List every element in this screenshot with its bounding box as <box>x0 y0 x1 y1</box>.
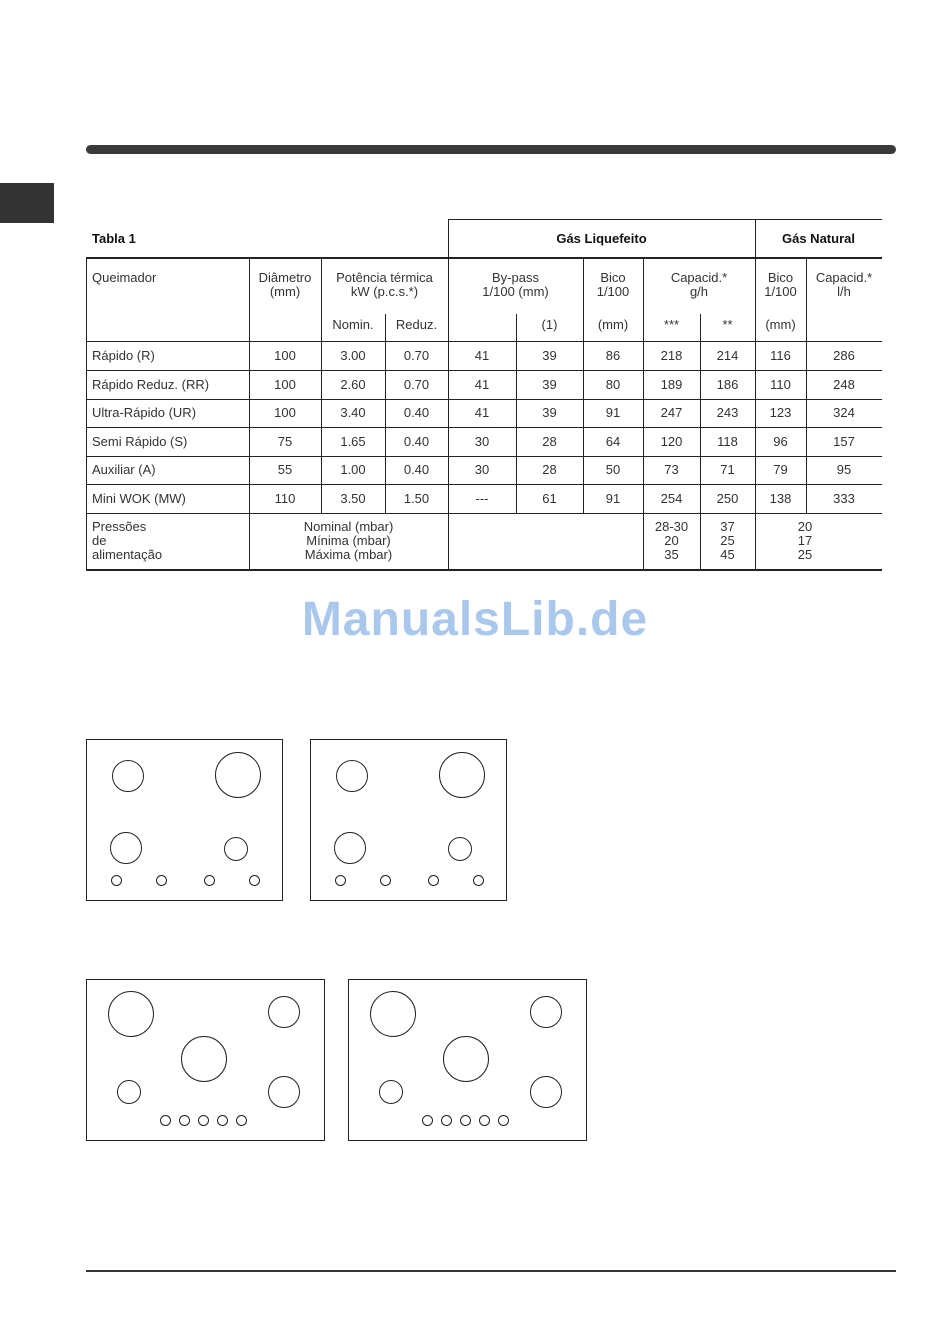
header-burner: Queimador <box>92 270 157 285</box>
burner-name-cell: Mini WOK (MW) <box>92 491 186 506</box>
table-cell: 0.40 <box>403 405 430 420</box>
knob-icon <box>460 1115 471 1126</box>
pressure-type-max: Máxima (mbar) <box>304 547 393 562</box>
table-cell: 39 <box>542 405 557 420</box>
knob-icon <box>498 1115 509 1126</box>
table-cell: 286 <box>833 348 855 363</box>
pressure-label-2: de <box>92 533 107 548</box>
burner-name-cell: Auxiliar (A) <box>92 462 156 477</box>
group-natural-header: Gás Natural <box>782 231 855 246</box>
hline <box>86 484 882 485</box>
burner-semi-rapid-icon <box>334 832 366 864</box>
table-cell: 254 <box>660 491 683 506</box>
table-cell: 247 <box>660 405 683 420</box>
burner-auxiliary-icon <box>117 1080 141 1104</box>
burner-rapid-icon <box>108 991 154 1037</box>
knob-icon <box>335 875 346 886</box>
hline <box>86 370 882 371</box>
knob-icon <box>380 875 391 886</box>
table-cell: 120 <box>660 434 683 449</box>
table-cell: 73 <box>664 462 679 477</box>
hob-diagram-5-burner-a <box>86 979 325 1141</box>
burner-auxiliary-icon <box>224 837 248 861</box>
knob-icon <box>441 1115 452 1126</box>
table-title: Tabla 1 <box>92 231 136 246</box>
header-diameter-unit: (mm) <box>269 284 301 299</box>
table-cell: 118 <box>717 434 738 449</box>
header-nozzle-lpg-unit: 1/100 <box>596 284 630 299</box>
table-cell: 123 <box>769 405 792 420</box>
header-capacity-ng-unit: l/h <box>837 284 851 299</box>
table-cell: 186 <box>716 377 739 392</box>
pressure-propane-min: 25 <box>720 533 735 548</box>
table-cell: 39 <box>542 348 557 363</box>
header-nozzle-ng: Bico <box>767 270 794 285</box>
hob-diagram-5-burner-b <box>348 979 587 1141</box>
burner-wok-icon <box>181 1036 227 1082</box>
knob-icon <box>473 875 484 886</box>
pressure-type-min: Mínima (mbar) <box>306 533 391 548</box>
burner-semi-rapid-icon <box>268 996 300 1028</box>
hline <box>86 456 882 457</box>
burner-semi-rapid-icon <box>530 996 562 1028</box>
burner-name-cell: Rápido Reduz. (RR) <box>92 377 210 392</box>
table-cell: 333 <box>833 491 855 506</box>
table-cell: --- <box>475 491 489 506</box>
burner-wok-icon <box>443 1036 489 1082</box>
language-tab <box>0 183 54 223</box>
burner-semi-rapid-icon <box>530 1076 562 1108</box>
knob-icon <box>198 1115 209 1126</box>
header-capacity-lpg-unit: g/h <box>689 284 709 299</box>
burner-rapid-icon <box>439 752 485 798</box>
burner-rapid-icon <box>370 991 416 1037</box>
table-cell: 50 <box>605 462 621 477</box>
table-cell: 39 <box>542 377 557 392</box>
burner-table <box>86 219 882 571</box>
table-cell: 61 <box>542 491 557 506</box>
knob-icon <box>236 1115 247 1126</box>
header-capacity-propane: ** <box>722 317 733 332</box>
table-cell: 0.70 <box>403 348 430 363</box>
table-cell: 96 <box>773 434 788 449</box>
table-cell: 86 <box>605 348 621 363</box>
header-nozzle-lpg: Bico <box>600 270 626 285</box>
watermark: ManualsLib.de <box>301 593 649 646</box>
hline <box>86 399 882 400</box>
table-cell: 138 <box>769 491 792 506</box>
table-cell: 116 <box>770 348 791 363</box>
table-cell: 91 <box>605 405 621 420</box>
header-bypass: By-pass <box>492 270 539 285</box>
pressure-natural-max: 25 <box>797 547 813 562</box>
table-cell: 55 <box>277 462 293 477</box>
table-cell: 100 <box>274 405 296 420</box>
burner-semi-rapid-icon <box>336 760 368 792</box>
table-cell: 243 <box>716 405 739 420</box>
table-cell: 0.40 <box>403 462 430 477</box>
header-capacity-ng: Capacid.* <box>815 270 873 285</box>
table-cell: 189 <box>660 377 683 392</box>
vline <box>86 257 87 571</box>
table-cell: 79 <box>773 462 788 477</box>
table-cell: 250 <box>716 491 739 506</box>
knob-icon <box>217 1115 228 1126</box>
table-cell: 100 <box>274 377 296 392</box>
knob-icon <box>204 875 215 886</box>
header-capacity-lpg: Capacid.* <box>670 270 728 285</box>
table-cell: 3.40 <box>340 405 366 420</box>
header-power: Potência térmica <box>336 270 433 285</box>
pressure-propane-nominal: 37 <box>720 519 735 534</box>
table-cell: 157 <box>833 434 855 449</box>
header-bypass-unit: 1/100 (mm) <box>482 284 549 299</box>
hob-diagram-4-burner-a <box>86 739 283 901</box>
table-cell: 100 <box>274 348 296 363</box>
table-cell: 30 <box>474 462 490 477</box>
pressure-natural-nominal: 20 <box>797 519 813 534</box>
burner-name-cell: Ultra-Rápido (UR) <box>92 405 197 420</box>
bottom-rule <box>86 1270 896 1272</box>
table-cell: 214 <box>716 348 739 363</box>
table-cell: 95 <box>836 462 852 477</box>
table-cell: 218 <box>660 348 683 363</box>
table-cell: 28 <box>542 462 557 477</box>
knob-icon <box>422 1115 433 1126</box>
header-nozzle-lpg-sub: (mm) <box>597 317 629 332</box>
header-power-reduced: Reduz. <box>395 317 438 332</box>
table-cell: 2.60 <box>340 377 366 392</box>
table-cell: 75 <box>277 434 293 449</box>
table-cell: 1.50 <box>403 491 430 506</box>
burner-name-cell: Semi Rápido (S) <box>92 434 188 449</box>
table-cell: 110 <box>274 491 296 506</box>
pressure-type-nominal: Nominal (mbar) <box>303 519 394 534</box>
table-cell: 41 <box>474 377 490 392</box>
table-cell: 1.65 <box>340 434 366 449</box>
burner-name-cell: Rápido (R) <box>92 348 155 363</box>
hline <box>448 219 882 220</box>
table-cell: 64 <box>605 434 621 449</box>
header-diameter: Diâmetro <box>258 270 312 285</box>
hline <box>86 257 882 259</box>
burner-auxiliary-icon <box>448 837 472 861</box>
knob-icon <box>111 875 122 886</box>
burner-rapid-icon <box>215 752 261 798</box>
hline <box>86 427 882 428</box>
burner-auxiliary-icon <box>379 1080 403 1104</box>
table-cell: 3.00 <box>340 348 366 363</box>
table-cell: 1.00 <box>340 462 366 477</box>
hline <box>86 569 882 571</box>
table-cell: 30 <box>474 434 490 449</box>
knob-icon <box>179 1115 190 1126</box>
header-power-unit: kW (p.c.s.*) <box>350 284 419 299</box>
pressure-propane-max: 45 <box>720 547 735 562</box>
header-power-nominal: Nomin. <box>332 317 374 332</box>
burner-semi-rapid-icon <box>112 760 144 792</box>
header-nozzle-ng-sub: (mm) <box>765 317 796 332</box>
burner-semi-rapid-icon <box>110 832 142 864</box>
pressure-butane-min: 20 <box>664 533 679 548</box>
knob-icon <box>479 1115 490 1126</box>
hob-diagram-4-burner-b <box>310 739 507 901</box>
pressure-butane-nominal: 28-30 <box>654 519 689 534</box>
knob-icon <box>156 875 167 886</box>
hline <box>86 341 882 342</box>
table-cell: 91 <box>605 491 621 506</box>
knob-icon <box>160 1115 171 1126</box>
table-cell: 41 <box>474 405 490 420</box>
table-cell: 0.40 <box>403 434 430 449</box>
pressure-natural-min: 17 <box>797 533 813 548</box>
knob-icon <box>249 875 260 886</box>
table-cell: 71 <box>720 462 735 477</box>
table-cell: 110 <box>770 377 791 392</box>
header-bypass-sub: (1) <box>541 317 558 332</box>
header-capacity-butane: *** <box>663 317 680 332</box>
group-lpg-header: Gás Liquefeito <box>556 231 647 246</box>
pressure-label-1: Pressões <box>92 519 147 534</box>
top-rule <box>86 145 896 154</box>
table-cell: 28 <box>542 434 557 449</box>
pressure-butane-max: 35 <box>664 547 679 562</box>
hline <box>86 513 882 514</box>
table-cell: 0.70 <box>403 377 430 392</box>
table-cell: 41 <box>474 348 490 363</box>
table-cell: 3.50 <box>340 491 366 506</box>
table-cell: 80 <box>605 377 621 392</box>
pressure-label-3: alimentação <box>92 547 163 562</box>
knob-icon <box>428 875 439 886</box>
header-nozzle-ng-unit: 1/100 <box>764 284 797 299</box>
burner-semi-rapid-icon <box>268 1076 300 1108</box>
table-cell: 248 <box>833 377 855 392</box>
table-cell: 324 <box>833 405 855 420</box>
